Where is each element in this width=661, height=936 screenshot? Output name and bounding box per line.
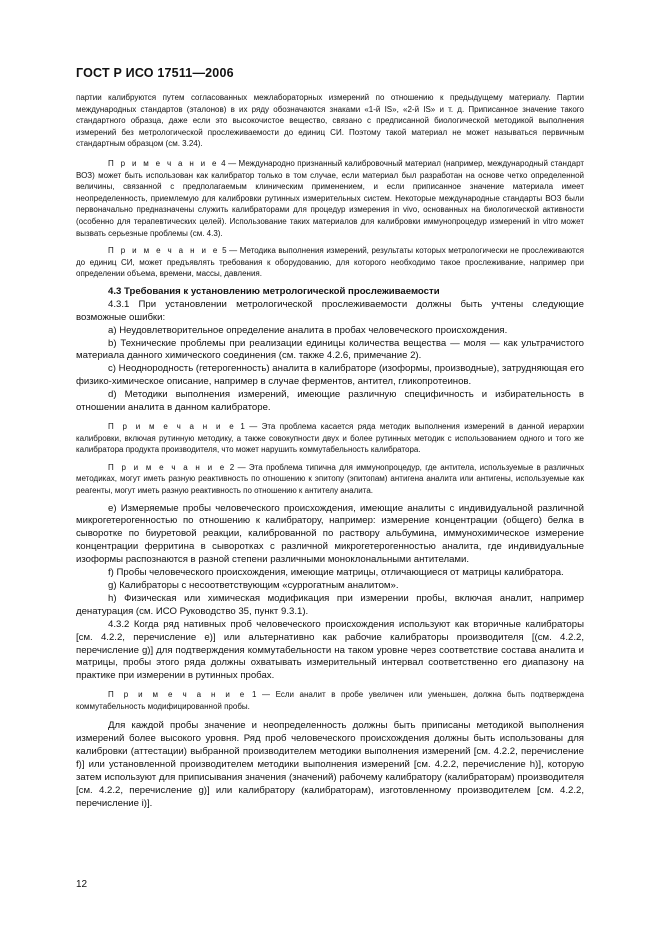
note-4-3-2 (76, 689, 584, 712)
list-item: h) Физическая или химическая модификация при измерении пробы, включая аналит, например денатурация (см. ИСО Руководство 35, пункт 9.3.1). (76, 592, 584, 617)
note-label: П р и м е ч а н и е (108, 421, 236, 431)
note-label: П р и м е ч а н и е (108, 246, 220, 256)
document-header: ГОСТ Р ИСО 17511—2006 (76, 66, 234, 80)
document-body (76, 92, 584, 811)
page-number: 12 (76, 879, 88, 890)
note-d1 (76, 421, 584, 456)
note-text: 2 — Эта проблема типична для иммунопроцедур, где антитела, используемые в различных методиках, могут иметь разную реактивность по отношению к эпитопу (эпитопам) антигена аналита или антигены, используемые как реагенты, могут иметь разную реактивность по отношению к антителу аналита. (76, 462, 584, 495)
final-paragraph: Для каждой пробы значение и неопределенность должны быть приписаны методикой выполнения измерений более высокого уровня. Ряд проб человеческого происхождения должны быть использованы для калибровки (аттестации) выбранной производителем методики выполнения измерений [см. 4.2.2, перечисление f)] или установленной производителем методики выполнения измерений [см. 4.2.2, перечисление h)], которую затем используют для приписывания значения (значений) рабочему калибратору (калибраторам) производителя [см. 4.2.2, перечисление g)] или калибратору (калибраторам), изготовленному производителем [см. 4.2.2, перечисление i)]. (76, 720, 584, 809)
list-item: e) Измеряемые пробы человеческого происхождения, имеющие аналиты с индивидуальной различной микрогетерогенностью по отношению к калибратору, например: измерение концентрации (общего) белка в сыворотке по биуретовой реакции, калиброванной по раствору альбумина, иммунохимическое измерение концентрации ферритина в сыворотках с различной микрогетерогенностью аналита, где индивидуальные изоформы распознаются в разной степени различными моноклональными антителами. (76, 502, 584, 566)
note-text: 1 — Эта проблема касается ряда методик выполнения измерений в данной иерархии калибровки, включая рутинную методику, а также совокупности двух и более рутинных методик с использованием одного и того же калибратора продукта производителя, что может нарушить коммутабельность калибратора. (76, 421, 585, 455)
clause-4-3-2: 4.3.2 Когда ряд нативных проб человеческого происхождения используют как вторичные калибраторы [см. 4.2.2, перечисление е)] или альтернативно как рабочие калибраторы производителя [(см. 4.2.2, перечисление g)] для подтверждения коммутабельности на таком уровне через соответствие состава аналита и матрицы, пробы этого ряда должны охватывать измерительный интервал соответственно его диапазону на практике при измерении в рутинных пробах. (76, 618, 584, 682)
note-text: 1 — Если аналит в пробе увеличен или уменьшен, должна быть подтверждена коммутабельность модифицированной пробы. (76, 690, 585, 711)
note-label: П р и м е ч а н и е (108, 690, 247, 700)
note-d2 (76, 462, 584, 497)
list-item: c) Неоднородность (гетерогенность) аналита в калибраторе (изоформы, производные), затрудняющая его физико-химическое описание, например в случае ферментов, антител, гликопротеинов. (76, 363, 584, 388)
note-5 (76, 245, 584, 280)
note-text: 4 — Международно признанный калибровочный материал (например, международный стандарт ВОЗ) может быть использован как калибратор только в том случае, если материал был разработан на основе четко определенной величины, связанной с предполагаемым клиническим применением, и если приписанное значение материала имеет неопределенность, приемлемую для калибровки рутинных измерительных систем. Некоторые международные стандарты ВОЗ были первоначально предназначены служить калибраторами для процедур измерения in vivo, основанных на биологической активности (особенно для терапевтических целей). Использование таких материалов для калибровки иммунопроцедур измерений in vitro может вызвать серьезные проблемы (см. 4.3). (76, 158, 585, 238)
list-item: b) Технические проблемы при реализации единицы количества вещества — моля — как ультрачистого материала данного химического соединения (см. также 4.2.6, примечание 2). (76, 337, 584, 362)
intro-paragraph: партии калибруются путем согласованных межлабораторных измерений по отношению к предыдущему материалу. Партии международных стандартов (эталонов) в их ряду обозначаются знаками «1-й IS», «2-й IS» и т. д. Приписанное значение такого стандартного образца, даже если это высокочистое вещество, связано с предписанной биологической методикой выполнения измерений без метрологической прослеживаемости до единиц СИ. Поэтому такой материал не может называться первичным стандартным образцом (см. 3.24). (76, 93, 584, 149)
note-4 (76, 158, 584, 239)
list-item: d) Методики выполнения измерений, имеющие различную специфичность и избирательность в отношении аналита в данном калибраторе. (76, 389, 584, 414)
clause-4-3-1: 4.3.1 При установлении метрологической прослеживаемости должны быть учтены следующие возможные ошибки: (76, 298, 584, 323)
list-item: g) Калибраторы с несоответствующим «суррогатным аналитом». (108, 579, 399, 591)
note-text: 5 — Методика выполнения измерений, результаты которых метрологически не прослеживаются до единиц СИ, может предъявлять требования к оборудованию, для которого необходимо такое прослеживание, например при определении объема, времени, массы, давления. (76, 246, 584, 279)
list-item: f) Пробы человеческого происхождения, имеющие матрицы, отличающиеся от матрицы калибратора. (108, 567, 564, 579)
section-heading: 4.3 Требования к установлению метрологической прослеживаемости (108, 285, 440, 297)
list-item: a) Неудовлетворительное определение аналита в пробах человеческого происхождения. (108, 324, 508, 336)
note-label: П р и м е ч а н и е (108, 462, 227, 472)
note-label: П р и м е ч а н и е (108, 158, 219, 168)
